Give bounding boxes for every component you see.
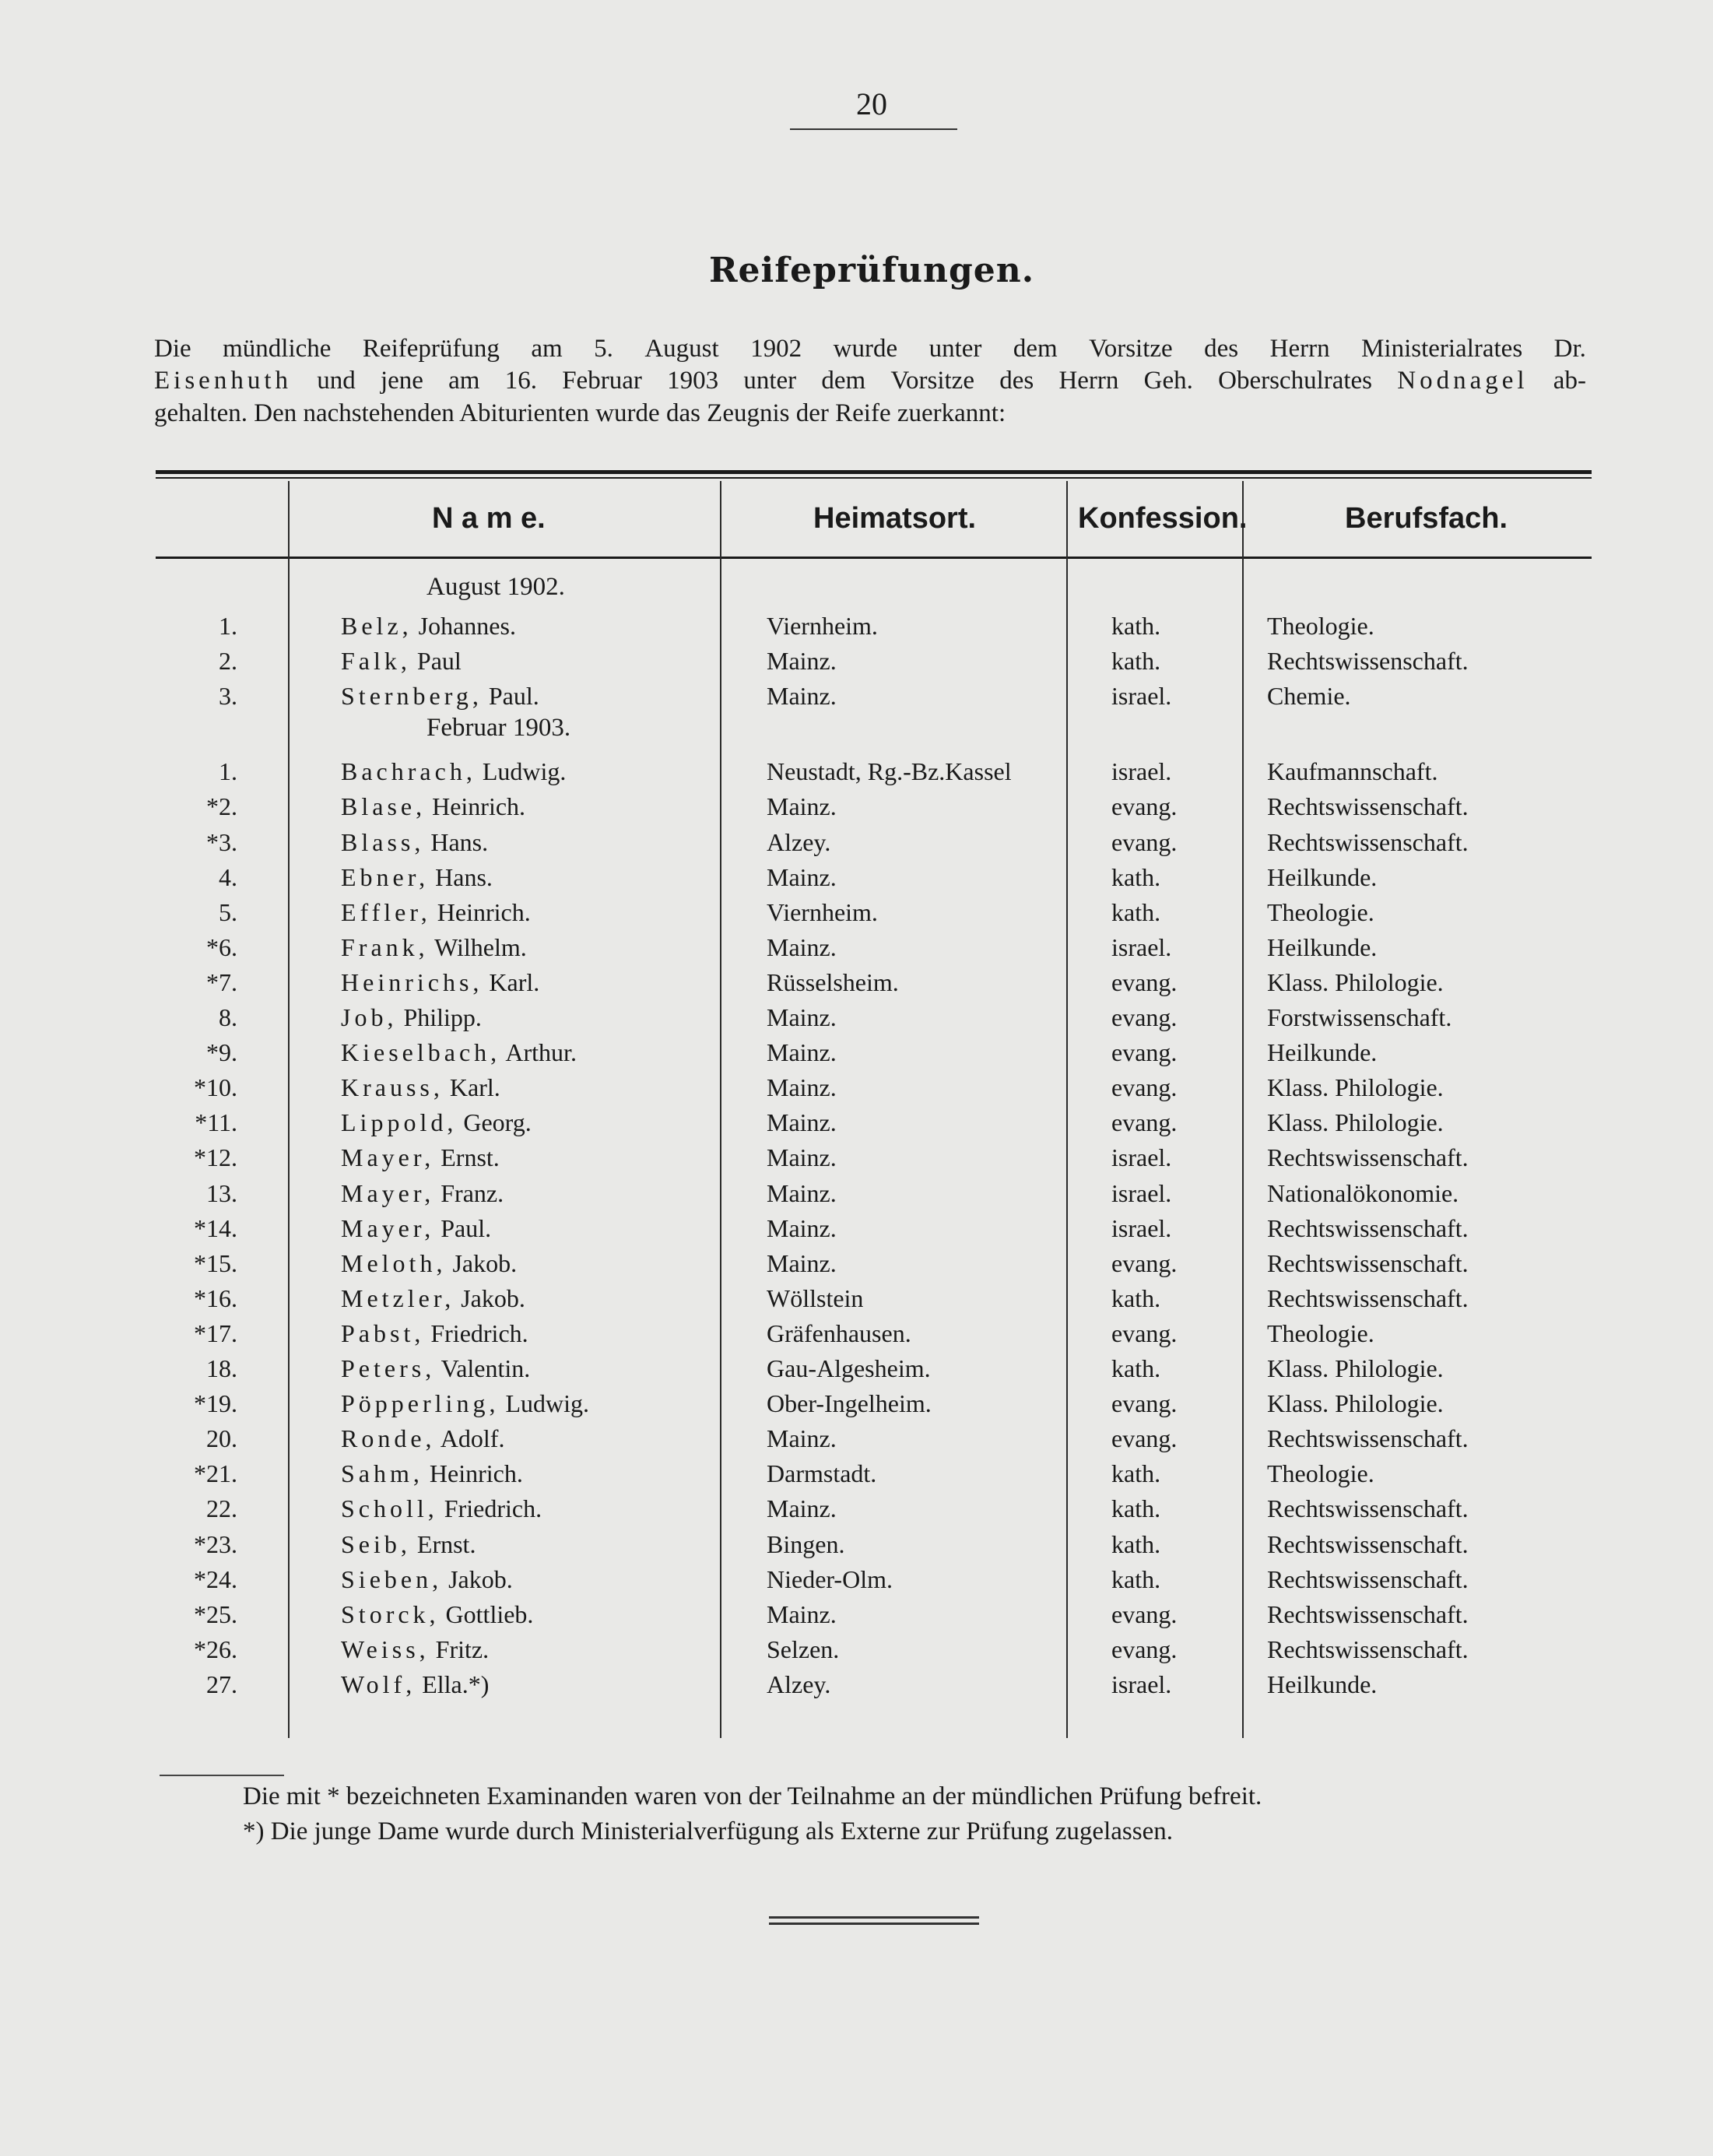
profession: Klass. Philologie. [1267,1073,1444,1102]
intro-word: ab- [1553,367,1586,395]
intro-word: 16. [504,367,537,395]
row-number: *7. [206,967,237,996]
student-name [341,933,527,962]
hometown: Selzen. [767,1635,840,1663]
row-number: 27. [206,1670,237,1698]
last-name: Pöpperling, [341,1389,500,1418]
profession: Rechtswissenschaft. [1267,1599,1469,1628]
intro-word: 5. [594,335,613,363]
student-name [341,1424,504,1453]
first-name: Heinrich. [429,1459,523,1488]
first-name: Arthur. [505,1038,577,1067]
last-name: Job, [341,1003,398,1031]
first-name: Heinrich. [437,897,531,926]
confession: kath. [1111,1564,1161,1593]
hometown: Viernheim. [767,612,878,640]
profession: Heilkunde. [1267,1670,1378,1698]
student-name [341,1670,489,1699]
student-name [341,1354,530,1383]
confession: kath. [1111,1459,1161,1488]
student-name [341,1565,513,1594]
first-name: Ernst. [441,1143,500,1172]
page-number-rule [790,128,957,130]
last-name: Frank, [341,932,429,961]
intro-word: am [531,335,563,363]
first-name: Ella.*) [422,1670,490,1698]
intro-word: unter [743,367,797,395]
first-name: Jakob. [452,1248,518,1277]
student-name [341,1179,504,1208]
confession: evang. [1111,1424,1178,1453]
intro-word: Ministerialrates [1361,335,1523,363]
student-name [341,1249,517,1278]
row-number: *12. [194,1143,237,1172]
first-name: Georg. [463,1108,532,1137]
confession: evang. [1111,967,1178,996]
confession: evang. [1111,1319,1178,1347]
intro-word: mündliche [223,335,332,363]
student-name [341,1038,577,1067]
confession: kath. [1111,647,1161,676]
hometown: Alzey. [767,1670,831,1698]
intro-paragraph [154,333,1586,430]
intro-word: und [317,367,356,395]
last-name: Storck, [341,1599,440,1628]
first-name: Franz. [441,1178,504,1207]
table-top-rule [156,470,1592,474]
row-number: *17. [194,1319,237,1347]
first-name: Paul [416,647,462,676]
last-name: Weiss, [341,1635,430,1663]
row-number: *25. [194,1599,237,1628]
first-name: Ernst. [416,1529,476,1558]
hometown: Mainz. [767,1178,837,1207]
profession: Klass. Philologie. [1267,967,1444,996]
row-number: 8. [219,1003,237,1031]
profession: Rechtswissenschaft. [1267,1494,1469,1523]
intro-word: Reifeprüfung [362,335,500,363]
last-name: Ebner, [341,862,430,891]
hometown: Alzey. [767,827,831,856]
column-divider-confession [1242,481,1244,1738]
first-name: Karl. [489,967,540,996]
last-name: Ronde, [341,1424,436,1453]
last-name: Scholl, [341,1494,438,1523]
student-name [341,1073,500,1102]
student-name [341,1284,525,1313]
confession: kath. [1111,1283,1161,1312]
row-number: 22. [206,1494,237,1523]
row-number: 18. [206,1354,237,1382]
hometown: Gräfenhausen. [767,1319,911,1347]
confession: israel. [1111,1143,1172,1172]
section-label: Februar 1903. [426,714,571,743]
row-number: *24. [194,1564,237,1593]
section-label: August 1902. [426,573,565,601]
hometown: Mainz. [767,1003,837,1031]
student-name [341,1319,528,1348]
first-name: Heinrich. [432,792,526,821]
intro-word: Oberschulrates [1218,367,1373,395]
student-name [341,968,539,997]
profession: Heilkunde. [1267,862,1378,891]
row-number: 4. [219,862,237,891]
row-number: 13. [206,1178,237,1207]
first-name: Karl. [449,1073,500,1102]
first-name: Friedrich. [430,1319,528,1347]
header-bottom-rule [156,557,1592,559]
profession: Forstwissenschaft. [1267,1003,1452,1031]
student-name [341,1494,542,1523]
student-name [341,647,462,676]
last-name: Sahm, [341,1459,423,1488]
profession: Rechtswissenschaft. [1267,1564,1469,1593]
confession: israel. [1111,757,1172,786]
profession: Chemie. [1267,682,1351,711]
last-name: Krauss, [341,1073,444,1102]
row-number: *26. [194,1635,237,1663]
hometown: Mainz. [767,1108,837,1137]
row-number: 1. [219,612,237,640]
header-town: Heimatsort. [813,502,977,535]
profession: Rechtswissenschaft. [1267,647,1469,676]
intro-word: Vorsitze [890,367,974,395]
profession: Theologie. [1267,1459,1374,1488]
student-name [341,1108,532,1137]
student-name [341,1389,589,1418]
hometown: Nieder-Olm. [767,1564,893,1593]
row-number: *21. [194,1459,237,1488]
row-number: *16. [194,1283,237,1312]
hometown: Mainz. [767,792,837,821]
last-name: Blass, [341,827,425,856]
student-name [341,1143,500,1172]
profession: Rechtswissenschaft. [1267,1424,1469,1453]
profession: Rechtswissenschaft. [1267,1248,1469,1277]
intro-word: 1903 [667,367,719,395]
intro-line-2 [154,365,1586,397]
last-name: Mayer, [341,1143,435,1172]
row-number: *11. [195,1108,237,1137]
confession: israel. [1111,682,1172,711]
row-number: *10. [194,1073,237,1102]
profession: Rechtswissenschaft. [1267,792,1469,821]
hometown: Ober-Ingelheim. [767,1389,932,1418]
end-rule-2 [769,1922,979,1925]
student-name [341,828,488,857]
profession: Rechtswissenschaft. [1267,1529,1469,1558]
intro-word: dem [821,367,866,395]
footnote-exempt: Die mit * bezeichneten Examinanden waren von der Teilnahme an der mündlichen Prüfung befreit. [243,1782,1262,1810]
confession: evang. [1111,1248,1178,1277]
profession: Rechtswissenschaft. [1267,827,1469,856]
last-name: Pabst, [341,1319,425,1347]
row-number: *19. [194,1389,237,1418]
confession: evang. [1111,1389,1178,1418]
profession: Rechtswissenschaft. [1267,1283,1469,1312]
confession: kath. [1111,862,1161,891]
intro-word: 1902 [750,335,802,363]
confession: evang. [1111,1599,1178,1628]
profession: Rechtswissenschaft. [1267,1213,1469,1242]
hometown: Mainz. [767,1494,837,1523]
row-number: *14. [194,1213,237,1242]
last-name: Meloth, [341,1248,447,1277]
row-number: 1. [219,757,237,786]
last-name: Mayer, [341,1178,435,1207]
first-name: Valentin. [441,1354,531,1382]
last-name: Mayer, [341,1213,435,1242]
first-name: Hans. [430,827,489,856]
hometown: Mainz. [767,647,837,676]
profession: Theologie. [1267,612,1374,640]
intro-word: Vorsitze [1089,335,1173,363]
first-name: Ludwig. [482,757,567,786]
last-name: Metzler, [341,1283,455,1312]
first-name: Fritz. [435,1635,490,1663]
hometown: Darmstadt. [767,1459,877,1488]
page-number: 20 [856,86,887,121]
first-name: Paul. [441,1213,492,1242]
last-name: Effler, [341,897,431,926]
hometown: Viernheim. [767,897,878,926]
intro-line-3: gehalten. Den nachstehenden Abiturienten wurde das Zeugnis der Reife zuerkannt: [154,399,1006,427]
first-name: Jakob. [461,1283,525,1312]
hometown: Mainz. [767,932,837,961]
intro-word: Eisenhuth [154,367,292,395]
hometown: Mainz. [767,1213,837,1242]
intro-word: Nodnagel [1397,367,1529,395]
table-top-rule-thin [156,477,1592,479]
page-title: Reifeprüfungen. [708,251,1035,290]
first-name: Adolf. [440,1424,505,1453]
row-number: 5. [219,897,237,926]
intro-word: Dr. [1553,335,1586,363]
first-name: Jakob. [448,1564,513,1593]
hometown: Mainz. [767,1038,837,1067]
row-number: *15. [194,1248,237,1277]
row-number: *23. [194,1529,237,1558]
intro-word: dem [1013,335,1058,363]
hometown: Wöllstein [767,1283,864,1312]
profession: Klass. Philologie. [1267,1354,1444,1382]
hometown: Mainz. [767,1143,837,1172]
last-name: Falk, [341,647,411,676]
last-name: Heinrichs, [341,967,483,996]
hometown: Mainz. [767,1424,837,1453]
intro-word: des [999,367,1034,395]
confession: israel. [1111,1670,1172,1698]
profession: Rechtswissenschaft. [1267,1635,1469,1663]
confession: evang. [1111,1108,1178,1137]
hometown: Mainz. [767,862,837,891]
profession: Kaufmannschaft. [1267,757,1438,786]
intro-word: am [448,367,480,395]
first-name: Ludwig. [505,1389,589,1418]
header-profession: Berufsfach. [1345,502,1508,535]
hometown: Mainz. [767,1248,837,1277]
hometown: Mainz. [767,1073,837,1102]
student-name [341,1635,489,1664]
intro-word: Februar [562,367,642,395]
first-name: Paul. [488,682,539,711]
footnote-rule [160,1775,284,1776]
intro-word: August [644,335,719,363]
intro-word: wurde [833,335,898,363]
profession: Theologie. [1267,897,1374,926]
intro-word: Die [154,335,191,363]
student-name [341,682,539,711]
profession: Klass. Philologie. [1267,1389,1444,1418]
confession: evang. [1111,1038,1178,1067]
last-name: Belz, [341,612,412,640]
first-name: Gottlieb. [445,1599,534,1628]
student-name [341,898,531,927]
student-name [341,757,566,786]
row-number: 2. [219,647,237,676]
end-rule-1 [769,1916,979,1919]
first-name: Friedrich. [444,1494,542,1523]
row-number: *3. [206,827,237,856]
column-divider-town [1066,481,1068,1738]
row-number: 20. [206,1424,237,1453]
footnote-external: *) Die junge Dame wurde durch Ministerialverfügung als Externe zur Prüfung zugelassen. [243,1817,1173,1845]
confession: kath. [1111,897,1161,926]
first-name: Philipp. [403,1003,482,1031]
confession: kath. [1111,1354,1161,1382]
profession: Heilkunde. [1267,1038,1378,1067]
student-name [341,1003,482,1032]
last-name: Wolf, [341,1670,416,1698]
last-name: Kieselbach, [341,1038,501,1067]
student-name [341,612,516,641]
last-name: Sternberg, [341,682,483,711]
hometown: Bingen. [767,1529,845,1558]
intro-line-1 [154,333,1586,365]
intro-word: jene [380,367,423,395]
profession: Theologie. [1267,1319,1374,1347]
confession: evang. [1111,1635,1178,1663]
row-number: *6. [206,932,237,961]
first-name: Wilhelm. [434,932,527,961]
profession: Nationalökonomie. [1267,1178,1459,1207]
student-name [341,1214,491,1243]
confession: evang. [1111,1073,1178,1102]
hometown: Mainz. [767,1599,837,1628]
intro-word: Herrn [1269,335,1330,363]
confession: israel. [1111,932,1172,961]
last-name: Peters, [341,1354,436,1382]
column-divider-name [720,481,721,1738]
hometown: Gau-Algesheim. [767,1354,931,1382]
confession: evang. [1111,792,1178,821]
student-name [341,1600,533,1629]
first-name: Johannes. [418,612,516,640]
last-name: Lippold, [341,1108,458,1137]
confession: kath. [1111,612,1161,640]
student-name [341,863,493,892]
profession: Heilkunde. [1267,932,1378,961]
header-name: N a m e. [432,502,546,535]
intro-word: Herrn [1058,367,1119,395]
confession: kath. [1111,1494,1161,1523]
row-number: *2. [206,792,237,821]
hometown: Neustadt, Rg.-Bz.Kassel [767,757,1012,786]
confession: israel. [1111,1213,1172,1242]
profession: Rechtswissenschaft. [1267,1143,1469,1172]
confession: israel. [1111,1178,1172,1207]
header-confession: Konfession. [1078,502,1248,535]
row-number: *9. [206,1038,237,1067]
confession: kath. [1111,1529,1161,1558]
confession: evang. [1111,827,1178,856]
hometown: Mainz. [767,682,837,711]
last-name: Seib, [341,1529,411,1558]
last-name: Sieben, [341,1564,443,1593]
first-name: Hans. [435,862,493,891]
last-name: Blase, [341,792,426,821]
row-number: 3. [219,682,237,711]
column-divider-number [288,481,290,1738]
hometown: Rüsselsheim. [767,967,899,996]
intro-word: unter [928,335,982,363]
confession: evang. [1111,1003,1178,1031]
student-name [341,792,525,821]
intro-word: des [1204,335,1239,363]
student-name [341,1459,523,1488]
last-name: Bachrach, [341,757,476,786]
student-name [341,1530,476,1559]
profession: Klass. Philologie. [1267,1108,1444,1137]
intro-word: Geh. [1143,367,1193,395]
